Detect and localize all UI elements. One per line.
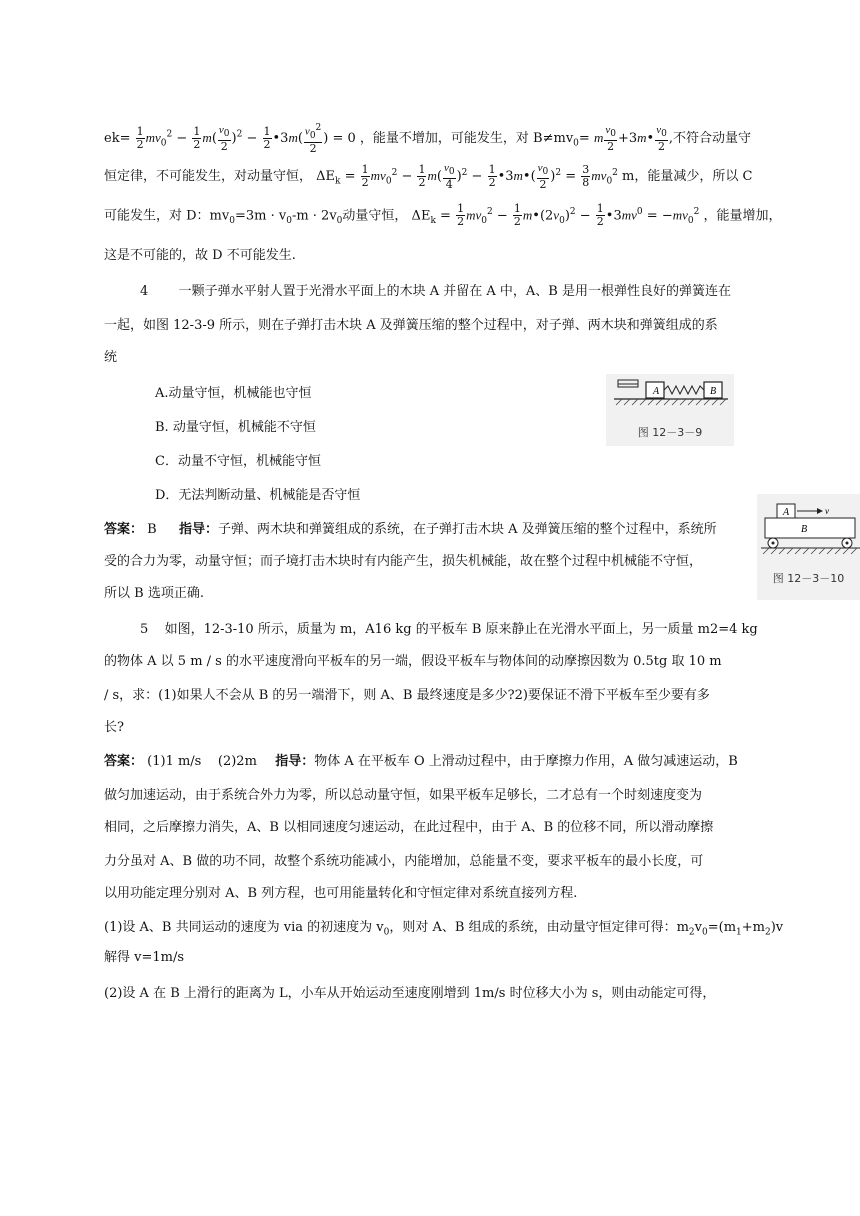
para1-line1-mid: ，能量不增加，可能发生，对 B≠mv bbox=[359, 130, 574, 146]
q4-line2: 一起，如图 12-3-9 所示，则在子弹打击木块 A 及弹簧压缩的整个过程中，对子弹、两木块和弹簧组成的系 bbox=[104, 318, 718, 333]
velocity-label: v bbox=[825, 506, 829, 516]
q5-answer-line1 bbox=[104, 752, 738, 772]
block-a-label: A bbox=[653, 386, 660, 397]
figure-12-3-9 bbox=[606, 374, 734, 446]
q5-answer-line2: 做匀加速运动，由于系统合外力为零，所以总动量守恒，如果平板车足够长，二才总有一个时刻速度变为 bbox=[104, 788, 703, 803]
step1-text-c: v bbox=[694, 920, 702, 935]
q5-line2: 的物体 A 以 5 m / s 的水平速度滑向平板车的另一端，假设平板车与物体间的动摩擦因数为 0.5tg 取 10 m bbox=[104, 654, 722, 669]
q5-step2-line1: (2)设 A 在 B 上滑行的距离为 L，小车从开始运动至速度刚增到 1m/s 时位移大小为 s，则由动能定可得， bbox=[104, 986, 716, 1001]
figure-12-3-10-caption: 图 12－3－10 bbox=[772, 572, 845, 585]
para1-line2: 恒定律，不可能发生，对动量守恒， $\Delta E_k$ = $\frac{1}{2}$ $mv_0^2$ − $\frac{1}{2}$ m( $\frac{v_0}{4}$ )$^2$ − $\frac{1}{2}$ •3m•( $\frac{v_0}{2}$ )$^2$ = $\frac{3}{8}$ $mv_0^2$ m，能量减少，所以 C bbox=[104, 162, 753, 192]
para1-line3: 可能发生，对 D：$mv_0=3m \cdot v_0-m \cdot 2v_0$动量守恒， $\Delta E_k$ = $\frac{1}{2}$ $mv_0^2$ − $\frac{1}{2}$ $m•(2v_0)^2$ − $\frac{1}{2}$ $•3mv^0 = -mv_0^2$ ，能量增加， bbox=[104, 202, 782, 229]
q4-option-a: A.动量守恒，机械能也守恒 bbox=[155, 386, 312, 401]
block-a-label: A bbox=[783, 507, 790, 518]
step1-text-d: =(m bbox=[707, 920, 737, 935]
step1-text-b: ，则对 A、B 组成的系统，由动量守恒定律可得：m bbox=[389, 920, 689, 935]
figure-12-3-9-caption: 图 12－3－9 bbox=[637, 426, 703, 439]
q4-line1 bbox=[140, 282, 731, 302]
q5-answer-value: (1)1 m/s (2)2m bbox=[147, 754, 257, 769]
q5-step1-line1: (1)设 A、B 共同运动的速度为 via 的初速度为 $v_0$，则对 A、B 组成的系统，由动量守恒定律可得：$m_2v_0=(m_1+m_2)v$ bbox=[104, 920, 784, 938]
q5-answer-line3: 相同，之后摩擦力消失，A、B 以相同速度匀速运动，在此过程中，由于 A、B 的位移不同，所以滑动摩擦 bbox=[104, 820, 714, 835]
para1-line3-tail: ，能量增加， bbox=[703, 208, 782, 224]
para1-line1: ek= $\frac{1}{2}$ $mv_0^2$ − $\frac{1}{2}$ m( $\frac{v_0}{2}$ )$^2$ − $\frac{1}{2}$ •3m( $\frac{v_0^2}{2}$ ) = 0 ，能量不增加，可能发生，对 $B\ne mv_0= m$ $\frac{v_0}{2}$ +3m• $\frac{v_0}{2}$ ,不符合动量守 bbox=[104, 123, 751, 155]
q4-answer-text-1: 子弹、两木块和弹簧组成的系统，在子弹打击木块 A 及弹簧压缩的整个过程中，系统所 bbox=[218, 522, 717, 537]
para1-line1-tail: ,不符合动量守 bbox=[668, 130, 751, 146]
figure-12-3-10 bbox=[757, 494, 860, 600]
q4-answer-value: B bbox=[147, 522, 157, 537]
q5-answer-text-1: 物体 A 在平板车 O 上滑动过程中，由于摩擦力作用，A 做匀减速运动，B bbox=[314, 754, 738, 769]
q4-option-c: C．动量不守恒，机械能守恒 bbox=[155, 454, 321, 469]
para1-line4: 这是不可能的，故 D 不可能发生. bbox=[104, 248, 296, 263]
para1-line3-pre: 可能发生，对 D：mv bbox=[104, 208, 230, 224]
step1-text-a: (1)设 A、B 共同运动的速度为 via 的初速度为 v bbox=[104, 920, 384, 935]
cart-b-label: B bbox=[801, 524, 808, 535]
q4-line3: 统 bbox=[104, 350, 118, 365]
q4-answer-label: 答案： bbox=[104, 522, 144, 537]
block-b-label: B bbox=[710, 386, 717, 397]
q4-option-d: D．无法判断动量、机械能是否守恒 bbox=[155, 488, 361, 503]
ground-hatching bbox=[616, 399, 726, 405]
q4-number: 4 bbox=[140, 284, 149, 299]
q4-answer-line2: 受的合力为零，动量守恒；而子境打击木块时有内能产生，损失机械能，故在整个过程中机械能不守恒， bbox=[104, 554, 703, 569]
q5-answer-line4: 力分虽对 A、B 做的功不同，故整个系统功能减小，内能增加，总能量不变，要求平板车的最小长度，可 bbox=[104, 854, 704, 869]
ground-hatching bbox=[763, 548, 857, 554]
q5-line1 bbox=[140, 620, 758, 640]
step1-text-f: )v bbox=[770, 920, 784, 935]
equals-sign: = bbox=[578, 130, 590, 146]
para1-line3-mid: =3m · v bbox=[234, 208, 287, 224]
q5-answer-label: 答案： bbox=[104, 754, 144, 769]
q4-text-line1: 一颗子弹水平射人置于光滑水平面上的木块 A 并留在 A 中，A、B 是用一根弹性良好的弹簧连在 bbox=[178, 284, 731, 299]
para1-line2-pre: 恒定律，不可能发生，对动量守恒， bbox=[104, 169, 313, 185]
q4-answer-line3: 所以 B 选项正确. bbox=[104, 586, 204, 601]
q5-line3: / s，求：(1)如果人不会从 B 的另一端滑下，则 A、B 最终速度是多少?2)要保证不滑下平板车至少要有多 bbox=[104, 688, 710, 703]
para1-line2-mid: m，能量减少，所以 C bbox=[622, 169, 753, 185]
q4-guide-label: 指导： bbox=[179, 522, 219, 537]
q5-number: 5 bbox=[140, 622, 149, 637]
math-fraction: $\frac{1}{2}$ bbox=[136, 124, 144, 151]
ek-prefix: ek= bbox=[104, 130, 131, 146]
para1-line3-mid3: 动量守恒， bbox=[342, 208, 408, 224]
step1-text-e: +m bbox=[741, 920, 765, 935]
para1-line3-mid2: -m · 2v bbox=[291, 208, 337, 224]
q4-answer-line1 bbox=[104, 520, 717, 540]
cart-b bbox=[765, 518, 855, 538]
q5-text-line1: 如图，12-3-10 所示，质量为 m，A16 kg 的平板车 B 原来静止在光滑水平面上，另一质量 m2=4 kg bbox=[164, 622, 758, 637]
q5-answer-line5: 以用功能定理分别对 A、B 列方程，也可用能量转化和守恒定律对系统直接列方程. bbox=[104, 886, 578, 901]
q5-guide-label: 指导： bbox=[275, 754, 315, 769]
q4-option-b: B. 动量守恒，机械能不守恒 bbox=[155, 420, 316, 435]
q5-step1-line2: 解得 v=1m/s bbox=[104, 950, 185, 965]
q5-line4: 长? bbox=[104, 720, 124, 735]
spring-shape bbox=[664, 386, 704, 394]
